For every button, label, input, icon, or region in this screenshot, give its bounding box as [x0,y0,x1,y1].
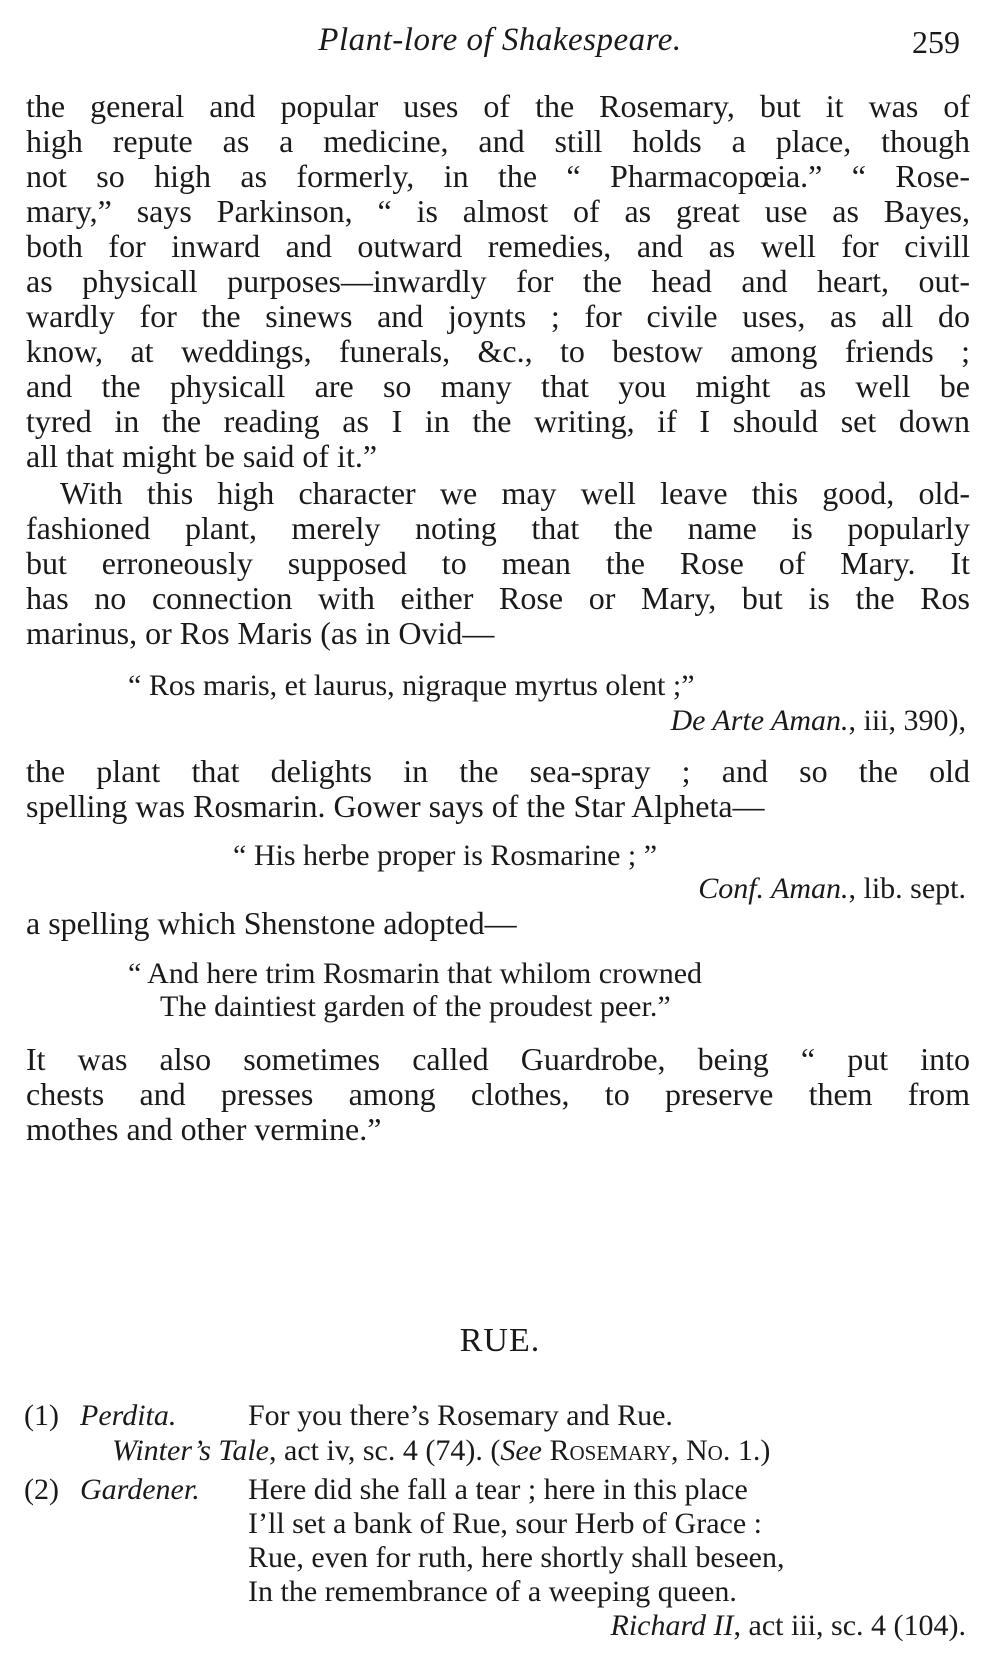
text-line: spelling was Rosmarin. Gower says of the Star Alpheta— [26,788,765,824]
text-line: not so high as formerly, in the “ Pharmacopœia.” “ Rose- [26,158,970,194]
text-line: mary,” says Parkinson, “ is almost of as great use as Bayes, [26,193,970,229]
quote-line: The daintiest garden of the proudest peer.” [160,990,671,1023]
cite-title: Winter’s Tale [112,1434,269,1467]
quote-line: In the remembrance of a weeping queen. [248,1575,737,1608]
cite-rest: , iii, 390), [848,704,966,737]
gower-citation [698,871,966,907]
reference-number: (2) [24,1473,59,1506]
text-line: has no connection with either Rose or Mary, but is the Ros [26,580,970,616]
cite-rest: , act iv, sc. 4 (74). ( [269,1434,501,1467]
cite-title: De Arte Aman. [670,704,849,737]
ovid-quote: “ Ros maris, et laurus, nigraque myrtus olent ;” [128,669,695,702]
page-header [0,22,1000,72]
cite-title: Richard II [610,1609,734,1642]
see-target: Rosemary, No. 1.) [541,1434,771,1467]
text-line: high repute as a medicine, and still holds a place, though [26,123,970,159]
text-line: the general and popular uses of the Rosemary, but it was of [26,88,970,124]
reference-citation [611,1608,966,1644]
running-title: Plant-lore of Shakespeare. [318,22,682,58]
text-line: all that might be said of it.” [26,438,378,474]
cite-title: Conf. Aman. [698,872,849,905]
reference-citation [112,1433,770,1469]
quote-line: For you there’s Rosemary and Rue. [248,1399,673,1432]
text-line: as physicall purposes—inwardly for the head and heart, out- [26,263,970,299]
text-line: marinus, or Ros Maris (as in Ovid— [26,615,495,651]
cite-rest: , act iii, sc. 4 (104). [733,1609,966,1642]
quote-line: Rue, even for ruth, here shortly shall beseen, [248,1541,785,1574]
cite-rest: , lib. sept. [848,872,966,905]
text-line: know, at weddings, funerals, &c., to bestow among friends ; [26,333,970,369]
text-line: the plant that delights in the sea-spray ; and so the old [26,753,970,789]
text-line: chests and presses among clothes, to preserve them from [26,1076,970,1112]
speaker-name: Gardener. [80,1473,200,1506]
see-label: See [500,1434,542,1467]
paragraph-shenstone: a spelling which Shenstone adopted— [26,905,517,941]
text-line: and the physicall are so many that you might as well be [26,368,970,404]
text-line: both for inward and outward remedies, and as well for civill [26,228,970,264]
text-line: It was also sometimes called Guardrobe, being “ put into [26,1041,970,1077]
text-line: tyred in the reading as I in the writing, if I should set down [26,403,970,439]
text-line: With this high character we may well leave this good, old- [60,475,970,511]
speaker-name: Perdita. [80,1399,177,1432]
quote-line: “ And here trim Rosmarin that whilom crowned [128,957,703,990]
quote-line: I’ll set a bank of Rue, sour Herb of Grace : [248,1507,762,1540]
page-number: 259 [912,24,960,60]
text-line: wardly for the sinews and joynts ; for civile uses, as all do [26,298,970,334]
reference-number: (1) [24,1399,59,1432]
text-line: but erroneously supposed to mean the Rose of Mary. It [26,545,970,581]
ovid-citation [670,703,966,739]
section-heading: RUE. [459,1322,541,1359]
text-line: mothes and other vermine.” [26,1111,382,1147]
gower-quote: “ His herbe proper is Rosmarine ; ” [233,839,658,872]
text-line: fashioned plant, merely noting that the name is popularly [26,510,970,546]
quote-line: Here did she fall a tear ; here in this place [248,1473,748,1506]
